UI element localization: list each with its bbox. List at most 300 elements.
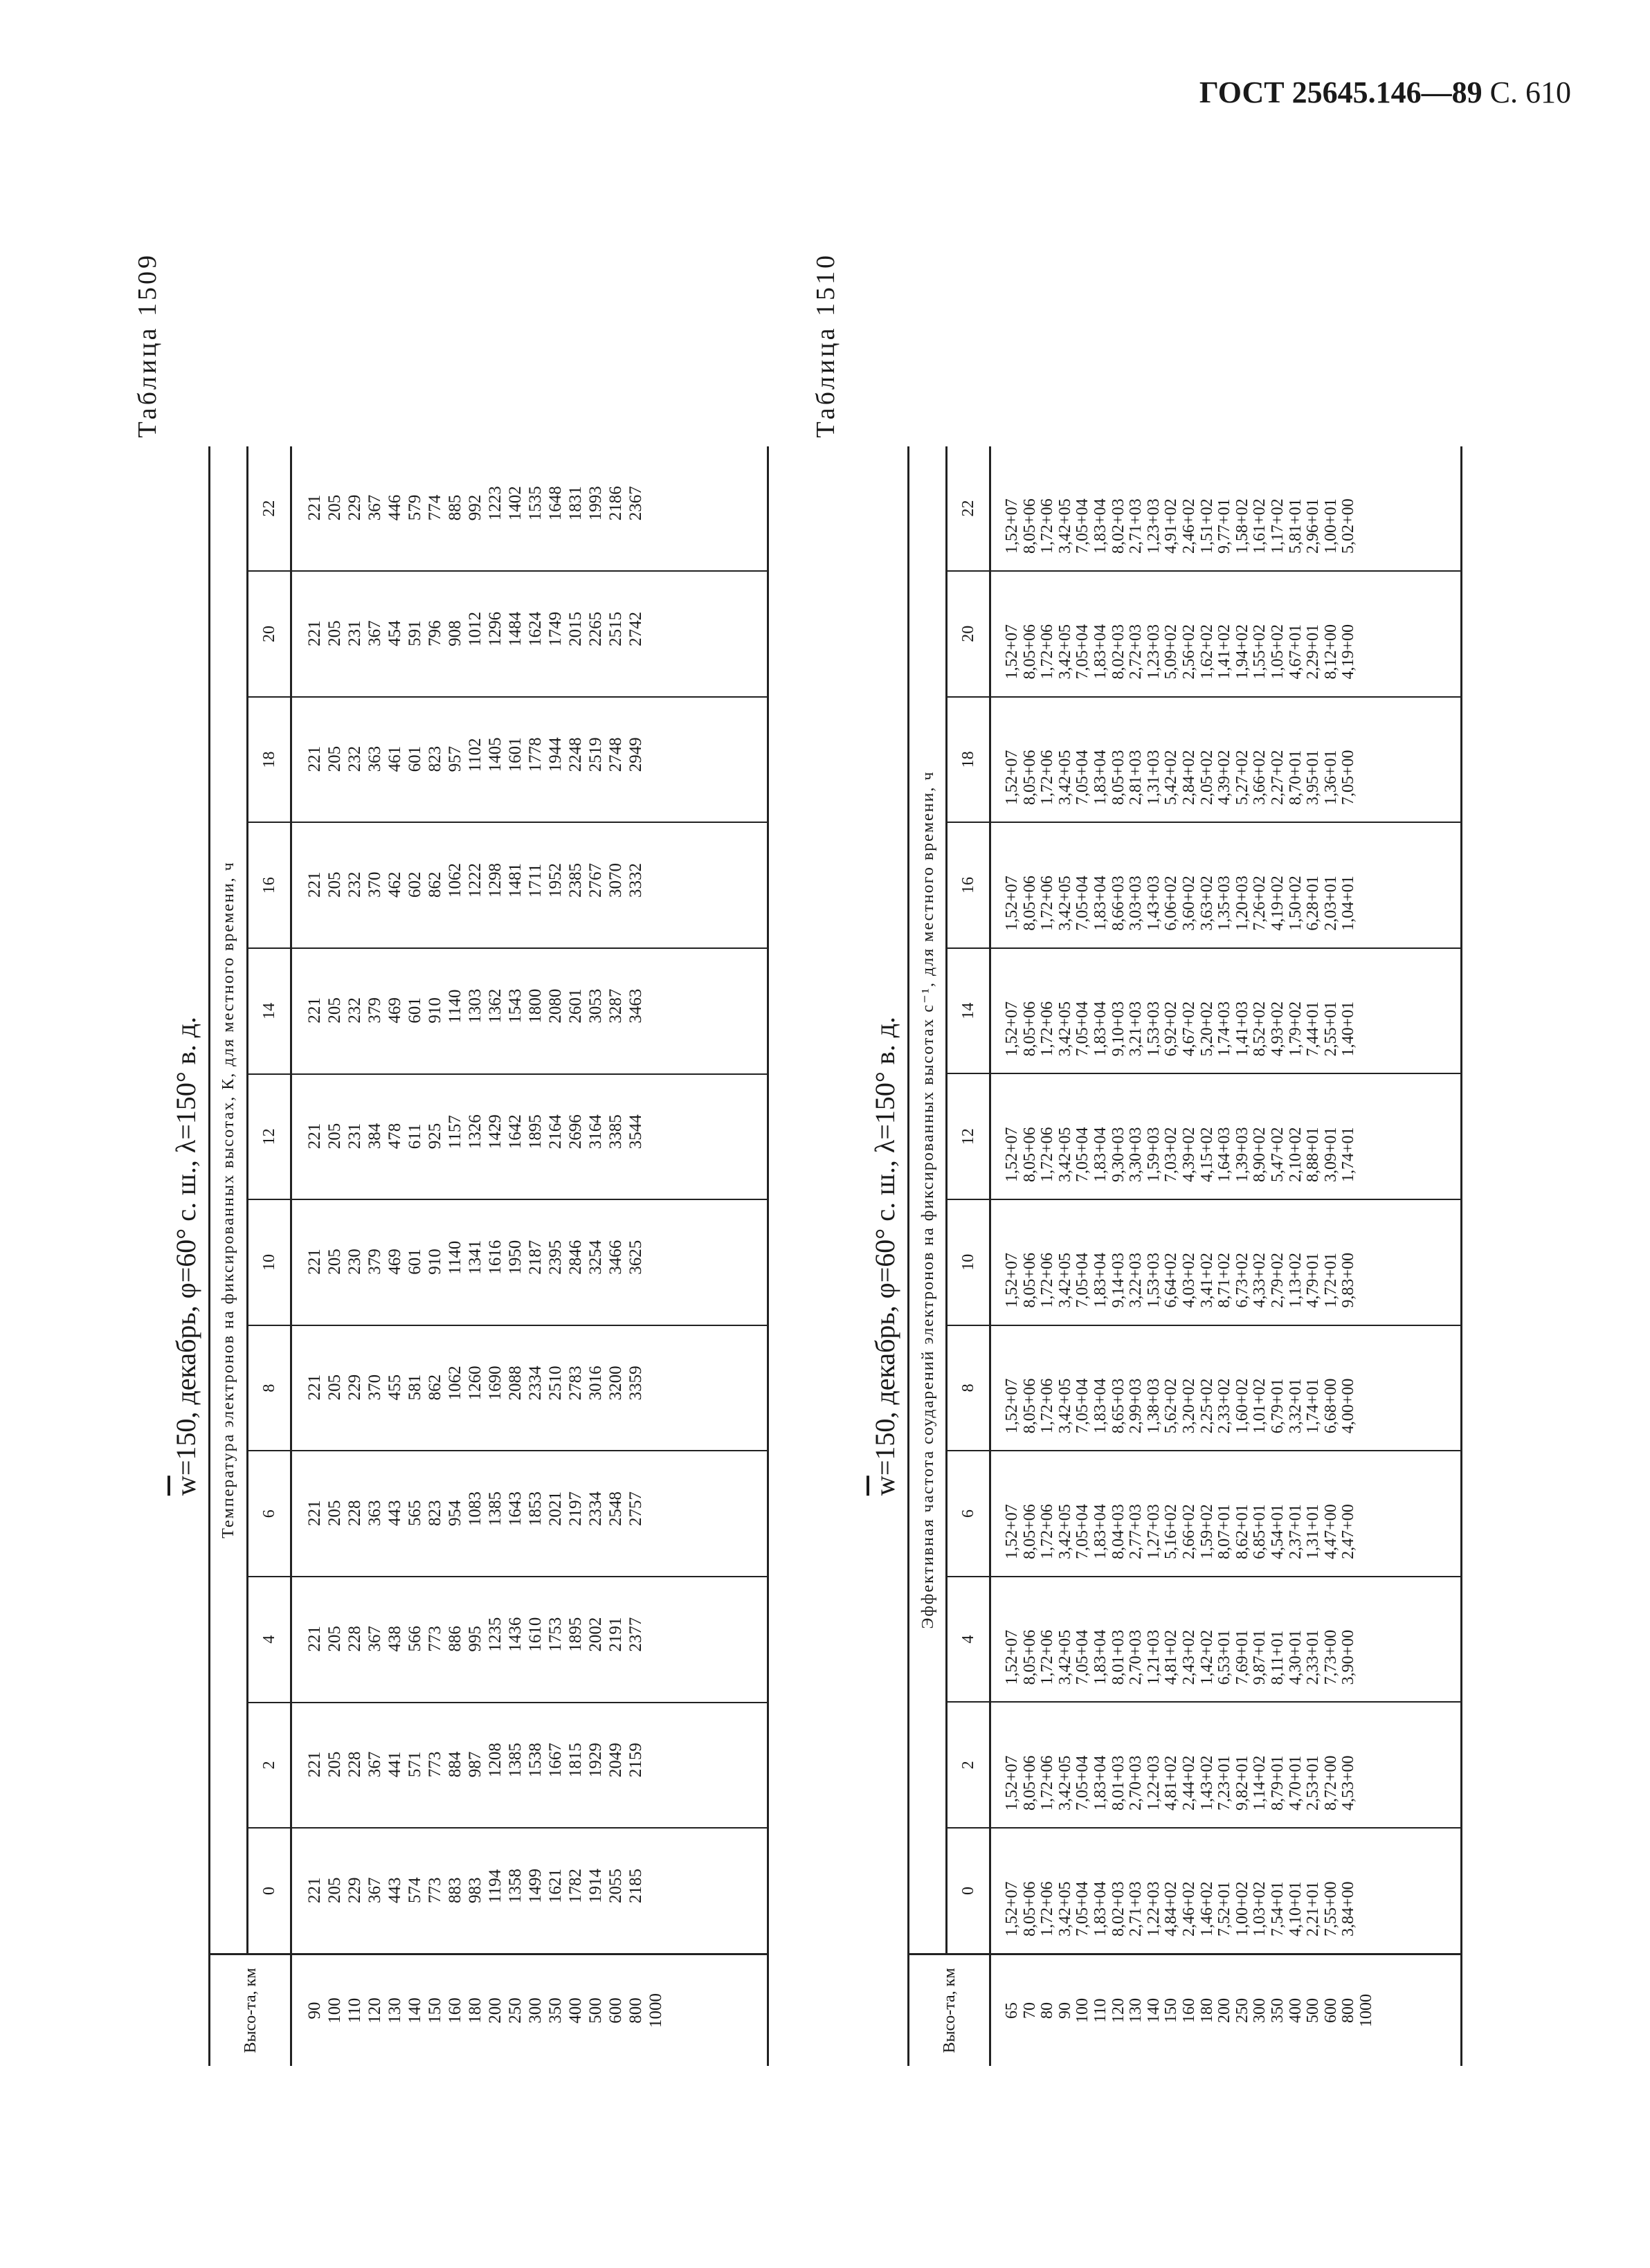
table-cell: 3463 [626, 988, 645, 1024]
hour-header: 4 [947, 1577, 990, 1703]
table-cell: 1621 [546, 1869, 565, 1903]
w-symbol: $\overline{w}$ [869, 1476, 900, 1496]
table-cell: 8,05+06 [1020, 1755, 1039, 1811]
table-cell: 1,74+01 [1304, 1378, 1323, 1434]
table-cell: 3,20+02 [1179, 1378, 1198, 1434]
table-cell: 2,46+02 [1179, 498, 1198, 554]
table-cell: 3,60+02 [1179, 876, 1198, 931]
table-cell: 3,95+01 [1304, 750, 1323, 806]
table-cell: 1642 [506, 1114, 525, 1150]
table-cell: 4,93+02 [1268, 1001, 1287, 1057]
table-cell: 205 [325, 1123, 344, 1150]
temperature-column [291, 1451, 768, 1577]
hour-header: 8 [248, 1325, 291, 1451]
table-cell: 2159 [626, 1743, 645, 1778]
table-cell: 2,37+01 [1286, 1504, 1305, 1559]
table-cell: 800 [626, 1997, 645, 2024]
table-cell: 90 [305, 2002, 324, 2020]
table-cell: 469 [386, 997, 404, 1024]
table-cell: 205 [325, 997, 344, 1024]
table-cell: 8,90+02 [1251, 1127, 1269, 1182]
table-cell: 773 [426, 1626, 444, 1652]
table-cell: 2,29+01 [1304, 624, 1323, 680]
table-cell: 8,05+06 [1020, 1253, 1039, 1308]
table-cell: 1535 [526, 486, 545, 521]
table-cell: 1157 [446, 1115, 464, 1150]
table-cell: 2002 [586, 1617, 605, 1652]
collision-frequency-column [990, 1828, 1462, 1954]
table-cell: 1,52+07 [1003, 1001, 1021, 1057]
table-cell: 2,10+02 [1286, 1127, 1305, 1182]
table-cell: 2696 [566, 1114, 585, 1150]
table-cell: 478 [386, 1123, 404, 1150]
table-cell: 1643 [506, 1491, 525, 1526]
table-cell: 6,06+02 [1162, 876, 1181, 931]
table-cell: 8,05+06 [1020, 1629, 1039, 1685]
table-cell: 6,68+00 [1321, 1378, 1340, 1434]
table-cell: 1,27+03 [1144, 1504, 1163, 1559]
table-cell: 1341 [466, 1240, 484, 1275]
table-cell: 1,83+04 [1091, 1629, 1109, 1685]
hour-header: 22 [947, 446, 990, 571]
table-cell: 221 [305, 997, 324, 1024]
collision-frequency-column [990, 1199, 1462, 1325]
table-cell: 2,21+01 [1304, 1881, 1323, 1936]
table-cell: 2265 [586, 611, 605, 646]
table-cell: 823 [426, 745, 444, 772]
table-cell: 4,84+02 [1162, 1881, 1181, 1936]
table-cell: 1,83+04 [1091, 1001, 1109, 1057]
table-cell: 205 [325, 1374, 344, 1401]
table-cell: 400 [1286, 1998, 1305, 2023]
table-cell: 4,53+00 [1339, 1755, 1358, 1811]
table-cell: 1298 [486, 863, 505, 898]
table-cell: 7,05+04 [1073, 1001, 1092, 1057]
height-column-header: Высо-та, км [210, 1954, 291, 2067]
table-cell: 4,19+00 [1339, 624, 1358, 680]
table-cell: 367 [365, 1751, 384, 1778]
table-cell: 995 [466, 1626, 484, 1652]
table-cell: 3287 [606, 988, 625, 1024]
temperature-column [291, 446, 768, 571]
table-cell: 1,41+02 [1215, 624, 1234, 680]
table-cell: 5,16+02 [1162, 1504, 1181, 1559]
table-cell: 1815 [566, 1743, 585, 1778]
table-cell: 910 [426, 997, 444, 1024]
table-cell: 3,63+02 [1197, 876, 1216, 931]
table-cell: 1303 [466, 988, 484, 1024]
table-cell: 3,42+05 [1055, 1253, 1074, 1308]
table-cell: 2,71+03 [1127, 1881, 1145, 1936]
table-cell: 8,65+03 [1109, 1378, 1127, 1434]
collision-frequency-column [990, 1073, 1462, 1199]
table-1510-title [869, 446, 901, 2066]
table-cell: 232 [345, 745, 364, 772]
table-1509-title-rest: =150, декабрь, φ=60° с. ш., λ=150° в. д. [170, 1016, 201, 1476]
table-cell: 2187 [526, 1240, 545, 1275]
table-cell: 3,42+05 [1055, 876, 1074, 931]
table-cell: 8,05+06 [1020, 1127, 1039, 1182]
table-cell: 8,05+06 [1020, 1001, 1039, 1057]
table-1509-title [170, 446, 202, 2066]
table-cell: 602 [406, 871, 424, 898]
table-cell: 2,70+03 [1127, 1629, 1145, 1685]
table-cell: 221 [305, 1249, 324, 1275]
table-cell: 2197 [566, 1491, 585, 1526]
table-cell: 80 [1038, 2002, 1057, 2019]
table-cell: 4,39+02 [1215, 750, 1234, 806]
table-cell: 65 [1003, 2002, 1021, 2019]
table-cell: 1062 [446, 1366, 464, 1401]
table-cell: 1000 [1357, 1994, 1375, 2027]
table-cell: 228 [345, 1500, 364, 1526]
table-cell: 7,05+04 [1073, 1881, 1092, 1936]
table-cell: 3,42+05 [1055, 1629, 1074, 1685]
table-cell: 4,91+02 [1162, 498, 1181, 554]
table-cell: 1831 [566, 486, 585, 521]
table-cell: 1,51+02 [1197, 498, 1216, 554]
table-cell: 441 [386, 1751, 404, 1778]
table-cell: 454 [386, 620, 404, 646]
table-cell: 8,88+01 [1304, 1127, 1323, 1182]
table-cell: 2191 [606, 1617, 625, 1652]
table-cell: 1223 [486, 486, 505, 521]
table-cell: 379 [365, 997, 384, 1024]
temperature-column [291, 1325, 768, 1451]
table-cell: 2055 [606, 1869, 625, 1903]
table-cell: 232 [345, 997, 364, 1024]
table-cell: 1,50+02 [1286, 876, 1305, 931]
table-cell: 228 [345, 1626, 364, 1652]
standard-code: ГОСТ 25645.146—89 [1199, 75, 1483, 109]
table-cell: 2164 [546, 1114, 565, 1150]
table-cell: 8,52+02 [1251, 1001, 1269, 1057]
table-cell: 2,27+02 [1268, 750, 1287, 806]
table-cell: 1,83+04 [1091, 750, 1109, 806]
collision-frequency-column [990, 1702, 1462, 1828]
table-cell: 2742 [626, 611, 645, 646]
table-cell: 1385 [486, 1491, 505, 1526]
table-cell: 1,83+04 [1091, 498, 1109, 554]
table-cell: 363 [365, 1500, 384, 1526]
table-cell: 3625 [626, 1240, 645, 1275]
table-cell: 2,47+00 [1339, 1504, 1358, 1559]
table-cell: 120 [1109, 1998, 1127, 2023]
table-1510-label: Таблица 1510 [811, 253, 840, 438]
table-cell: 2,72+03 [1127, 624, 1145, 680]
table-cell: 221 [305, 871, 324, 898]
table-cell: 1083 [466, 1491, 484, 1526]
table-cell: 1,72+06 [1038, 1253, 1057, 1308]
table-cell: 500 [586, 1997, 605, 2024]
table-cell: 367 [365, 1626, 384, 1652]
table-cell: 7,52+01 [1215, 1881, 1234, 1936]
table-cell: 2049 [606, 1743, 625, 1778]
table-cell: 9,87+01 [1251, 1629, 1269, 1685]
table-cell: 2,43+02 [1179, 1629, 1198, 1685]
table-cell: 3,41+02 [1197, 1253, 1216, 1308]
table-cell: 205 [325, 1751, 344, 1778]
table-cell: 1194 [486, 1869, 505, 1903]
table-cell: 1,62+02 [1197, 624, 1216, 680]
table-cell: 1,23+03 [1144, 498, 1163, 554]
table-1510 [907, 446, 1462, 2066]
table-cell: 1,52+07 [1003, 1881, 1021, 1936]
table-cell: 1800 [526, 988, 545, 1024]
table-cell: 1402 [506, 486, 525, 521]
table-cell: 8,07+01 [1215, 1504, 1234, 1559]
table-cell: 1601 [506, 737, 525, 772]
table-cell: 1,72+06 [1038, 1881, 1057, 1936]
table-cell: 1,31+03 [1144, 750, 1163, 806]
table-cell: 3544 [626, 1114, 645, 1150]
table-cell: 6,28+01 [1304, 876, 1323, 931]
table-cell: 4,00+00 [1339, 1378, 1358, 1434]
table-cell: 1,52+07 [1003, 624, 1021, 680]
collision-frequency-column [990, 1451, 1462, 1577]
table-cell: 3359 [626, 1366, 645, 1401]
table-cell: 5,02+00 [1339, 498, 1358, 554]
table-cell: 438 [386, 1626, 404, 1652]
table-cell: 1,40+01 [1339, 1001, 1358, 1057]
table-cell: 8,01+03 [1109, 1629, 1127, 1685]
table-cell: 2015 [566, 611, 585, 646]
hour-header: 12 [248, 1074, 291, 1200]
table-cell: 250 [1233, 1998, 1251, 2023]
table-cell: 446 [386, 494, 404, 521]
table-cell: 1,64+03 [1215, 1127, 1234, 1182]
table-cell: 1296 [486, 611, 505, 646]
table-cell: 2,77+03 [1127, 1504, 1145, 1559]
table-cell: 1,52+07 [1003, 1629, 1021, 1685]
table-cell: 3,84+00 [1339, 1881, 1358, 1936]
table-cell: 1778 [526, 737, 545, 772]
table-cell: 1,35+03 [1215, 876, 1234, 931]
table-cell: 2548 [606, 1491, 625, 1526]
table-cell: 3,42+05 [1055, 1127, 1074, 1182]
table-cell: 2,96+01 [1304, 498, 1323, 554]
table-cell: 1711 [526, 863, 545, 898]
height-column-header: Высо-та, км [909, 1954, 990, 2067]
table-cell: 1944 [546, 737, 565, 772]
table-cell: 6,92+02 [1162, 1001, 1181, 1057]
table-cell: 205 [325, 745, 344, 772]
table-cell: 443 [386, 1500, 404, 1526]
table-cell: 7,73+00 [1321, 1629, 1340, 1685]
table-cell: 5,20+02 [1197, 1001, 1216, 1057]
table-cell: 232 [345, 871, 364, 898]
table-cell: 1,83+04 [1091, 876, 1109, 931]
table-cell: 2601 [566, 988, 585, 1024]
table-cell: 3,42+05 [1055, 1881, 1074, 1936]
page-number: С. 610 [1489, 75, 1571, 109]
table-cell: 7,54+01 [1268, 1881, 1287, 1936]
table-cell: 7,26+02 [1251, 876, 1269, 931]
table-cell: 1,60+02 [1233, 1378, 1251, 1434]
table-cell: 1062 [446, 863, 464, 898]
table-cell: 205 [325, 494, 344, 521]
table-cell: 1,59+02 [1197, 1504, 1216, 1559]
table-cell: 221 [305, 1500, 324, 1526]
table-cell: 1000 [646, 1993, 665, 2028]
table-cell: 231 [345, 620, 364, 646]
table-cell: 462 [386, 871, 404, 898]
table-cell: 1,72+06 [1038, 1504, 1057, 1559]
temperature-column [291, 571, 768, 697]
table-cell: 221 [305, 1123, 324, 1150]
table-cell: 957 [446, 745, 464, 772]
table-cell: 1,52+07 [1003, 1378, 1021, 1434]
table-cell: 1,72+06 [1038, 624, 1057, 680]
hour-header: 18 [248, 697, 291, 823]
table-cell: 3,42+05 [1055, 1378, 1074, 1434]
table-cell: 205 [325, 1500, 344, 1526]
table-cell: 992 [466, 494, 484, 521]
table-cell: 601 [406, 997, 424, 1024]
table-cell: 8,79+01 [1268, 1755, 1287, 1811]
table-cell: 600 [1321, 1998, 1340, 2023]
table-cell: 1140 [446, 1240, 464, 1275]
table-cell: 3,90+00 [1339, 1629, 1358, 1685]
table-cell: 773 [426, 1751, 444, 1778]
table-cell: 7,05+04 [1073, 1127, 1092, 1182]
hour-header: 16 [248, 822, 291, 948]
table-cell: 4,67+01 [1286, 624, 1305, 680]
table-cell: 1,72+06 [1038, 876, 1057, 931]
table-cell: 1538 [526, 1743, 545, 1778]
table-cell: 160 [446, 1997, 464, 2024]
table-cell: 954 [446, 1500, 464, 1526]
table-cell: 579 [406, 494, 424, 521]
hour-header: 20 [248, 571, 291, 697]
table-cell: 367 [365, 620, 384, 646]
table-cell: 4,70+01 [1286, 1755, 1305, 1811]
table-cell: 571 [406, 1751, 424, 1778]
table-cell: 8,70+01 [1286, 750, 1305, 806]
table-cell: 2334 [526, 1366, 545, 1401]
temperature-column [291, 822, 768, 948]
hour-header: 10 [947, 1199, 990, 1325]
table-cell: 3,21+03 [1127, 1001, 1145, 1057]
table-cell: 350 [546, 1997, 565, 2024]
table-cell: 1914 [586, 1869, 605, 1903]
table-cell: 4,81+02 [1162, 1629, 1181, 1685]
table-cell: 2,84+02 [1179, 750, 1198, 806]
table-cell: 7,05+04 [1073, 1378, 1092, 1434]
table-cell: 221 [305, 1374, 324, 1401]
table-cell: 2783 [566, 1366, 585, 1401]
hour-header: 0 [248, 1828, 291, 1954]
table-cell: 3,22+03 [1127, 1253, 1145, 1308]
table-cell: 611 [406, 1123, 424, 1150]
table-cell: 1326 [466, 1114, 484, 1150]
table-cell: 1260 [466, 1366, 484, 1401]
table-cell: 6,79+01 [1268, 1378, 1287, 1434]
table-cell: 2757 [626, 1491, 645, 1526]
table-cell: 2,70+03 [1127, 1755, 1145, 1811]
table-cell: 9,83+00 [1339, 1253, 1358, 1308]
table-cell: 455 [386, 1374, 404, 1401]
height-values [291, 1954, 768, 2067]
table-1510-title-rest: =150, декабрь, φ=60° с. ш., λ=150° в. д. [869, 1016, 900, 1476]
hour-header: 18 [947, 697, 990, 823]
table-cell: 8,02+03 [1109, 498, 1127, 554]
table-cell: 3332 [626, 863, 645, 898]
table-cell: 2377 [626, 1617, 645, 1652]
table-cell: 591 [406, 620, 424, 646]
table-cell: 4,10+01 [1286, 1881, 1305, 1936]
table-cell: 443 [386, 1877, 404, 1903]
table-cell: 3,32+01 [1286, 1378, 1305, 1434]
hour-header: 2 [248, 1703, 291, 1829]
table-cell: 1,52+07 [1003, 1127, 1021, 1182]
table-cell: 862 [426, 1374, 444, 1401]
table-cell: 231 [345, 1123, 364, 1150]
table-cell: 1929 [586, 1743, 605, 1778]
table-cell: 574 [406, 1877, 424, 1903]
table-cell: 3,03+03 [1127, 876, 1145, 931]
table-cell: 3200 [606, 1366, 625, 1401]
table-cell: 9,77+01 [1215, 498, 1234, 554]
table-cell: 110 [345, 1997, 364, 2024]
electron-temperature-header: Температура электронов на фиксированных высотах, К, для местного времени, ч [210, 446, 248, 1954]
table-cell: 1,05+02 [1268, 624, 1287, 680]
table-row [291, 446, 768, 2066]
table-cell: 1648 [546, 486, 565, 521]
collision-frequency-column [990, 1577, 1462, 1703]
table-cell: 886 [446, 1626, 464, 1652]
table-cell: 384 [365, 1123, 384, 1150]
table-cell: 5,27+02 [1233, 750, 1251, 806]
collision-frequency-column [990, 697, 1462, 823]
table-cell: 1,53+03 [1144, 1001, 1163, 1057]
table-cell: 1385 [506, 1743, 525, 1778]
table-cell: 2186 [606, 486, 625, 521]
table-cell: 140 [1144, 1998, 1163, 2023]
table-cell: 7,55+00 [1321, 1881, 1340, 1936]
table-cell: 2,33+01 [1304, 1629, 1323, 1685]
table-cell: 910 [426, 1249, 444, 1275]
table-cell: 1,52+07 [1003, 1755, 1021, 1811]
table-cell: 987 [466, 1751, 484, 1778]
table-cell: 221 [305, 620, 324, 646]
table-cell: 8,04+03 [1109, 1504, 1127, 1559]
table-cell: 469 [386, 1249, 404, 1275]
table-cell: 1235 [486, 1617, 505, 1652]
hour-header: 16 [947, 822, 990, 948]
table-cell: 5,62+02 [1162, 1378, 1181, 1434]
table-cell: 1,00+02 [1233, 1881, 1251, 1936]
table-cell: 4,15+02 [1197, 1127, 1216, 1182]
table-cell: 3,42+05 [1055, 1755, 1074, 1811]
table-cell: 1753 [546, 1617, 565, 1652]
hour-header: 6 [947, 1451, 990, 1577]
table-cell: 2185 [626, 1869, 645, 1903]
table-cell: 2,56+02 [1179, 624, 1198, 680]
table-cell: 1,72+06 [1038, 1001, 1057, 1057]
table-cell: 221 [305, 1877, 324, 1903]
table-cell: 1,72+06 [1038, 1127, 1057, 1182]
table-cell: 1950 [506, 1240, 525, 1275]
table-cell: 3,42+05 [1055, 1504, 1074, 1559]
collision-frequency-column [990, 948, 1462, 1074]
table-cell: 884 [446, 1751, 464, 1778]
table-cell: 2021 [546, 1491, 565, 1526]
table-cell: 2519 [586, 737, 605, 772]
table-cell: 7,44+01 [1304, 1001, 1323, 1057]
table-cell: 1436 [506, 1617, 525, 1652]
table-cell: 1,52+07 [1003, 1504, 1021, 1559]
